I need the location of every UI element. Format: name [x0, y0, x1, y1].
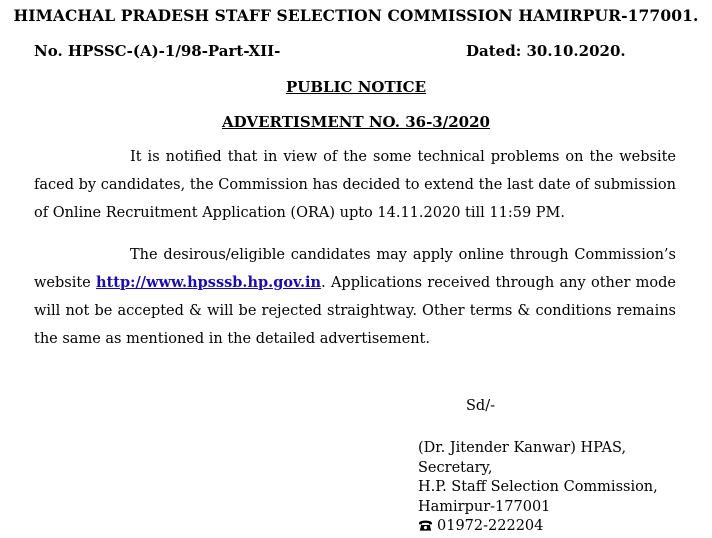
- reference-number: No. HPSSC-(A)-1/98-Part-XII-: [34, 42, 281, 60]
- notice-title: [0, 78, 712, 96]
- advertisement-number: [0, 113, 712, 131]
- signatory-office: H.P. Staff Selection Commission,: [418, 479, 658, 495]
- signatory-name: (Dr. Jitender Kanwar) HPAS,: [418, 440, 627, 456]
- paragraph-2-text-before: The desirous/eligible candidates may apply online through Commission’s website: [34, 247, 676, 291]
- signatory-block: [418, 439, 658, 537]
- organization-header: HIMACHAL PRADESH STAFF SELECTION COMMISSION HAMIRPUR-177001.: [13, 6, 699, 25]
- telephone-icon: [418, 520, 433, 531]
- notice-paragraph-1: It is notified that in view of the some technical problems on the website faced by candidates, the Commission has decided to extend the last date of submission of Online Recruitment Application (ORA) upto 14.11.2020 till 11:59 PM.: [34, 149, 676, 221]
- signatory-address: Hamirpur-177001: [418, 498, 551, 515]
- notice-paragraph-2: [34, 241, 676, 353]
- signature-sd: Sd/-: [466, 398, 495, 414]
- commission-website-link[interactable]: http://www.hpsssb.hp.gov.in: [96, 274, 322, 291]
- signatory-phone: 01972-222204: [437, 518, 544, 534]
- notice-title-text: PUBLIC NOTICE: [285, 78, 427, 96]
- signatory-phone-line: [418, 517, 658, 537]
- signatory-designation: Secretary,: [418, 459, 493, 476]
- notice-date: Dated: 30.10.2020.: [466, 42, 626, 60]
- paragraph-2-text-after: . Applications received through any other mode will not be accepted & will be rejected straightway. Other terms & conditions remains the same as mentioned in the detailed advertisement.: [34, 275, 677, 347]
- advertisement-number-text: ADVERTISMENT NO. 36-3/2020: [222, 113, 490, 131]
